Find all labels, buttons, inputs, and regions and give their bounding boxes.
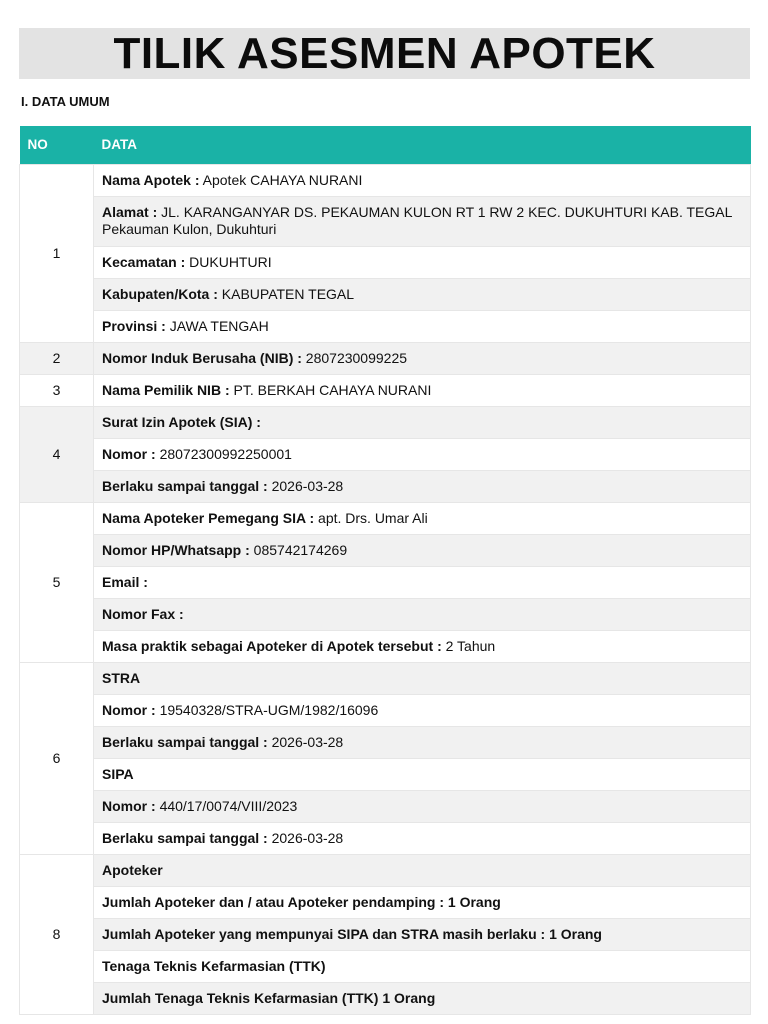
table-row [20,918,751,950]
table-row [20,854,751,886]
row-label: Nama Apotek : [102,171,200,188]
row-number: 4 [20,406,94,502]
row-label: Jumlah Apoteker yang mempunyai SIPA dan STRA masih berlaku : [102,925,546,942]
row-value: PT. BERKAH CAHAYA NURANI [233,381,432,398]
row-data [94,246,751,278]
row-value: 28072300992250001 [159,445,292,462]
row-label: Kecamatan : [102,253,186,270]
table-row [20,310,751,342]
row-value: JL. KARANGANYAR DS. PEKAUMAN KULON RT 1 RW 2 KEC. DUKUHTURI KAB. TEGAL Pekauman Kulon, Dukuhturi [102,204,732,237]
row-label: Nama Apoteker Pemegang SIA : [102,509,315,526]
table-row [20,438,751,470]
row-data [94,406,751,438]
row-data [94,950,751,982]
table-row [20,822,751,854]
row-value: 2 Tahun [445,637,496,654]
row-label: Nomor : [102,445,156,462]
table-row [20,982,751,1014]
page-title: TILIK ASESMEN APOTEK [113,28,656,78]
row-number: 8 [20,854,94,1014]
table-row [20,950,751,982]
row-label: Surat Izin Apotek (SIA) : [102,413,261,430]
table-row [20,342,751,374]
row-data [94,502,751,534]
row-label: Berlaku sampai tanggal : [102,477,268,494]
row-value: 085742174269 [253,541,348,558]
table-row [20,662,751,694]
row-value: 1 Orang [447,893,501,910]
row-label: Nomor Fax : [102,605,184,622]
row-data [94,982,751,1014]
row-label: Nomor : [102,797,156,814]
row-value: 2026-03-28 [271,733,344,750]
row-label: Masa praktik sebagai Apoteker di Apotek tersebut : [102,637,442,654]
row-data [94,662,751,694]
row-label: Apoteker [102,861,163,878]
table-header-row [20,126,751,164]
row-data [94,566,751,598]
row-data [94,164,751,196]
row-label: Email : [102,573,148,590]
table-row [20,598,751,630]
row-data [94,758,751,790]
row-data [94,342,751,374]
table-row [20,694,751,726]
table-row [20,502,751,534]
row-value: 2026-03-28 [271,477,344,494]
table-row [20,246,751,278]
row-data [94,726,751,758]
table-row [20,630,751,662]
row-label: Berlaku sampai tanggal : [102,733,268,750]
row-data [94,822,751,854]
row-data [94,630,751,662]
row-value: 19540328/STRA-UGM/1982/16096 [159,701,379,718]
row-label: STRA [102,669,141,686]
table-row [20,196,751,246]
row-label: Tenaga Teknis Kefarmasian (TTK) [102,957,326,974]
row-data [94,694,751,726]
row-data [94,470,751,502]
row-data [94,854,751,886]
row-data [94,374,751,406]
table-row [20,164,751,196]
data-table [19,126,751,1015]
table-row [20,886,751,918]
table-row [20,470,751,502]
row-data [94,918,751,950]
table-row [20,278,751,310]
row-value: JAWA TENGAH [169,317,269,334]
table-row [20,374,751,406]
table-row [20,758,751,790]
table-row [20,534,751,566]
row-data [94,196,751,246]
row-label: Berlaku sampai tanggal : [102,829,268,846]
row-label: Alamat : [102,204,158,220]
row-number: 1 [20,164,94,342]
row-data [94,278,751,310]
row-value: 440/17/0074/VIII/2023 [159,797,298,814]
row-value: 1 Orang [382,989,436,1006]
row-label: Jumlah Apoteker dan / atau Apoteker pendamping : [102,893,445,910]
row-label: Jumlah Tenaga Teknis Kefarmasian (TTK) [102,989,379,1006]
column-header-data: DATA [94,126,751,164]
row-value: 2026-03-28 [271,829,344,846]
column-header-no: NO [20,126,94,164]
row-data [94,438,751,470]
row-label: Nomor Induk Berusaha (NIB) : [102,349,302,366]
row-label: Nomor HP/Whatsapp : [102,541,250,558]
row-label: SIPA [102,765,134,782]
table-row [20,566,751,598]
row-value: KABUPATEN TEGAL [221,285,355,302]
row-label: Nama Pemilik NIB : [102,381,230,398]
section-heading: I. DATA UMUM [21,94,110,109]
row-label: Provinsi : [102,317,166,334]
table-row [20,790,751,822]
row-data [94,310,751,342]
row-label: Nomor : [102,701,156,718]
row-number: 3 [20,374,94,406]
row-data [94,886,751,918]
row-data [94,534,751,566]
row-value: Apotek CAHAYA NURANI [202,171,363,188]
row-data [94,790,751,822]
row-value: DUKUHTURI [189,253,272,270]
table-row [20,726,751,758]
row-value: apt. Drs. Umar Ali [318,509,428,526]
row-number: 2 [20,342,94,374]
title-bar [19,28,750,79]
row-number: 6 [20,662,94,854]
row-value: 2807230099225 [305,349,408,366]
table-row [20,406,751,438]
row-number: 5 [20,502,94,662]
row-label: Kabupaten/Kota : [102,285,218,302]
row-value: 1 Orang [549,925,602,942]
row-data [94,598,751,630]
